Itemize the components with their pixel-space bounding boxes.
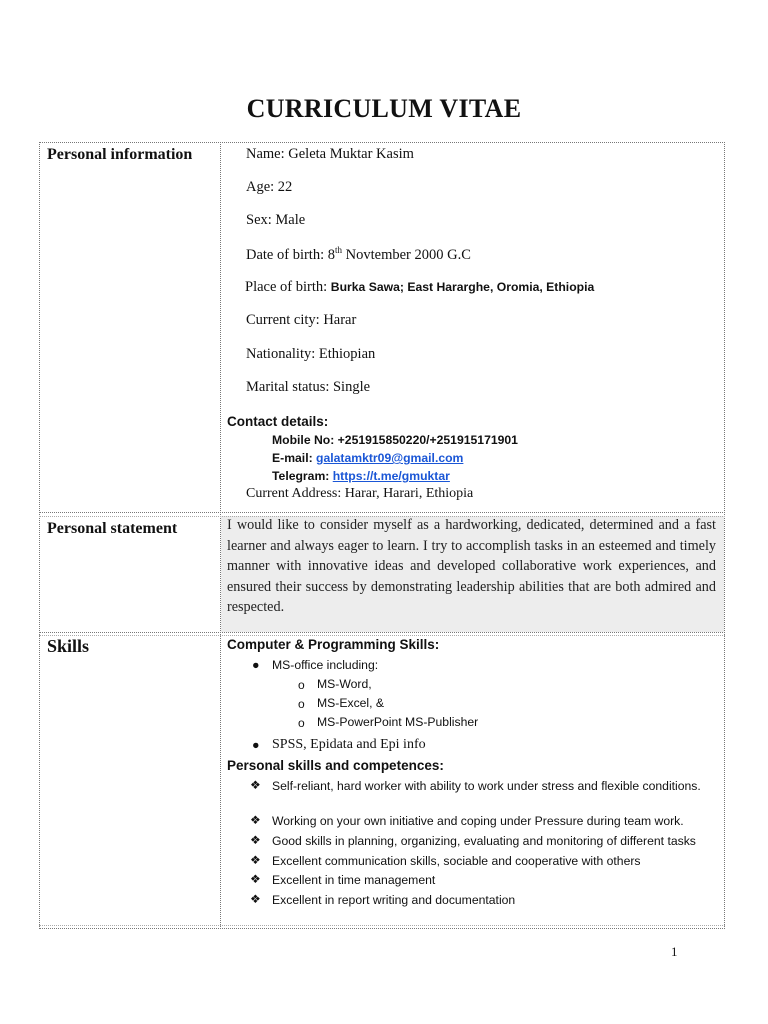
personal-skill-item: Excellent communication skills, sociable and cooperative with others xyxy=(272,854,641,868)
pob-value: Burka Sawa; East Hararghe, Oromia, Ethiopia xyxy=(330,280,595,294)
diamond-bullet-icon: ❖ xyxy=(250,778,261,792)
dob-line xyxy=(246,245,471,264)
nationality-line: Nationality: Ethiopian xyxy=(246,346,376,362)
city-line: Current city: Harar xyxy=(246,312,357,328)
ms-item-word: MS-Word, xyxy=(317,677,372,691)
pob-label: Place of birth: xyxy=(245,279,331,295)
personal-skill-item: Good skills in planning, organizing, evaluating and monitoring of different tasks xyxy=(272,834,696,848)
email-link[interactable]: galatamktr09@gmail.com xyxy=(316,451,464,465)
ms-item-powerpoint: MS-PowerPoint MS-Publisher xyxy=(317,715,479,729)
dob-suffix: Novtember 2000 G.C xyxy=(342,246,471,263)
name-line: Name: Geleta Muktar Kasim xyxy=(246,146,414,162)
bullet-dot-icon: ● xyxy=(252,658,260,672)
row-divider-1 xyxy=(39,512,725,513)
age-line: Age: 22 xyxy=(246,179,293,195)
marital-line: Marital status: Single xyxy=(246,379,371,395)
diamond-bullet-icon: ❖ xyxy=(250,892,261,906)
personal-skill-item: Excellent in report writing and documentation xyxy=(272,893,516,907)
page-number: 1 xyxy=(671,944,678,959)
dob-superscript: th xyxy=(335,245,343,255)
email-label: E-mail: xyxy=(272,451,317,465)
personal-skill-item: Self-reliant, hard worker with ability to work under stress and flexible conditions. xyxy=(272,779,701,793)
sex-line: Sex: Male xyxy=(246,212,306,228)
sub-bullet-icon: o xyxy=(298,716,305,730)
sub-bullet-icon: o xyxy=(298,678,305,692)
contact-heading: Contact details: xyxy=(227,414,329,429)
row-divider-2b xyxy=(39,635,725,636)
diamond-bullet-icon: ❖ xyxy=(250,853,261,867)
pob-line xyxy=(245,279,594,296)
section-skills: Skills xyxy=(47,636,90,656)
diamond-bullet-icon: ❖ xyxy=(250,813,261,827)
table-left-border xyxy=(39,142,40,929)
row-divider-2 xyxy=(39,632,725,633)
section-personal-information: Personal information xyxy=(47,146,193,163)
ms-item-excel: MS-Excel, & xyxy=(317,696,385,710)
ms-office-item: MS-office including: xyxy=(272,658,379,672)
email-line xyxy=(272,451,463,465)
cv-title: CURRICULUM VITAE xyxy=(246,94,522,123)
personal-skill-item: Excellent in time management xyxy=(272,873,436,887)
address-line: Current Address: Harar, Harari, Ethiopia xyxy=(246,486,474,501)
dob-prefix: Date of birth: 8 xyxy=(246,246,335,263)
telegram-line xyxy=(272,469,450,483)
diamond-bullet-icon: ❖ xyxy=(250,872,261,886)
diamond-bullet-icon: ❖ xyxy=(250,833,261,847)
personal-skills-heading: Personal skills and competences: xyxy=(227,758,444,773)
telegram-label: Telegram: xyxy=(272,469,333,483)
sub-bullet-icon: o xyxy=(298,697,305,711)
spss-item: SPSS, Epidata and Epi info xyxy=(272,737,426,752)
table-bottom-inner xyxy=(39,925,725,926)
personal-skill-item: Working on your own initiative and coping under Pressure during team work. xyxy=(272,814,684,828)
mobile-line: Mobile No: +251915850220/+251915171901 xyxy=(272,433,518,447)
table-col-divider xyxy=(220,142,221,929)
section-personal-statement: Personal statement xyxy=(47,520,178,537)
statement-paragraph: I would like to consider myself as a hardworking, dedicated, determined and a fast learner and always eager to learn. I try to accomplish tasks in an esteemed and timely manner with innovative ideas and developed collaborative work experiences, and ensured their success by demonstrating leadership abilities that are both admired and respected. xyxy=(227,517,716,616)
computer-skills-heading: Computer & Programming Skills: xyxy=(227,637,440,652)
table-right-border xyxy=(724,142,725,929)
bullet-dot-icon: ● xyxy=(252,738,260,752)
telegram-link[interactable]: https://t.me/gmuktar xyxy=(332,469,450,483)
